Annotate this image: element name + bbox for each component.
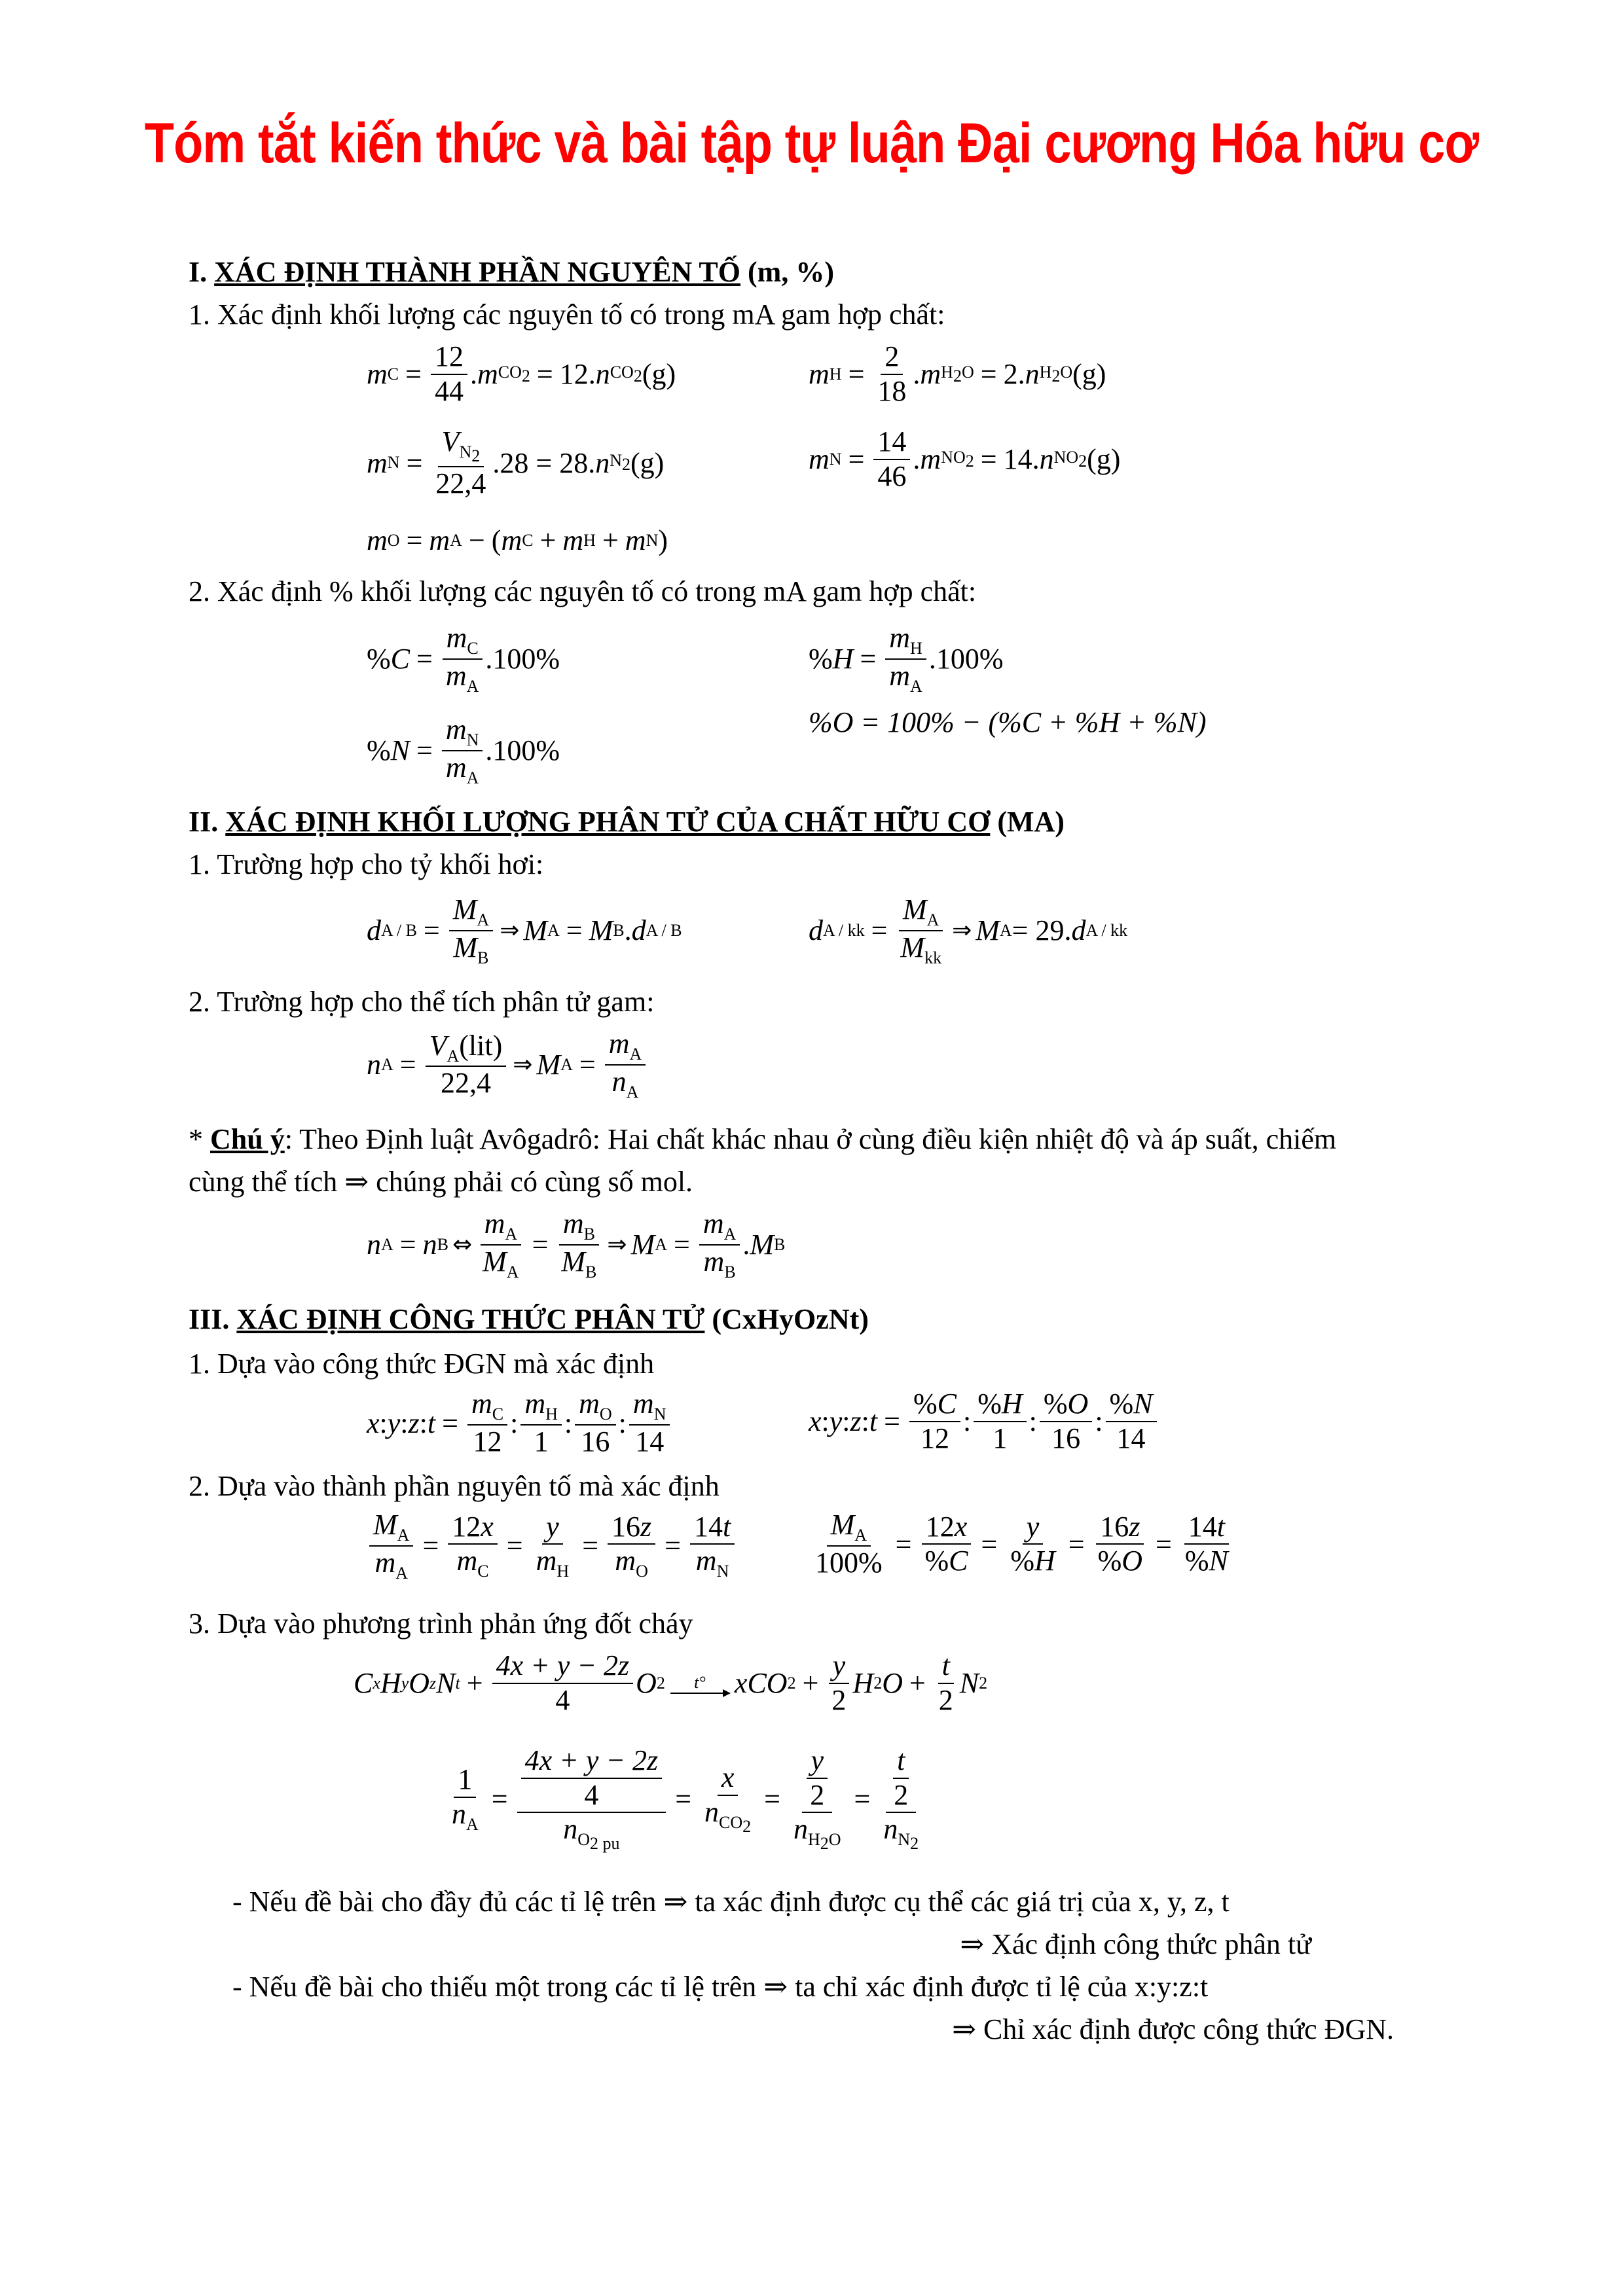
note-label: Chú ý xyxy=(210,1123,285,1155)
section-2-title: XÁC ĐỊNH KHỐI LƯỢNG PHÂN TỬ CỦA CHẤT HỮU CƠ xyxy=(225,806,991,838)
pct-factor: .100% xyxy=(485,643,560,675)
frac-den: 100% xyxy=(815,1546,883,1579)
coef: 14. xyxy=(1003,443,1040,476)
frac-den: 18 xyxy=(877,374,907,407)
page-title: Tóm tắt kiến thức và bài tập tự luận Đại cương Hóa hữu cơ xyxy=(144,112,1479,175)
formula-mN-no2: m N = $\frac{14}{46}$ . m $NO_2$ = 14. n $NO_2$ (g) xyxy=(809,425,1121,492)
frac-den: 1 xyxy=(534,1425,549,1458)
frac-den: 12 xyxy=(920,1422,949,1454)
section-1-item-1: 1. Xác định khối lượng các nguyên tố có trong mA gam hợp chất: xyxy=(189,298,945,331)
formula-mN-volume: m N = $\frac{V_{N_2}}{22,4}$ .28 = 28. n $N_2$ (g) xyxy=(367,425,665,499)
coef: 2. xyxy=(1003,358,1025,391)
formula-combustion-ratio: $\frac{1}{n_A}$ = $\frac{\frac{4x + y - 2z}{4}}{n_{O_{2 pu}}}$ = $\frac{x}{n_{CO_2}}$ = $\frac{\frac{y}{2}}{n_{H_2O}}$ = $\frac{\frac{t}{2}}{n_{N_2}}$ xyxy=(452,1744,919,1854)
formula-combustion-equation: C x H y O z N t + $\frac{4x + y - 2z}{4}$ O 2 t° xCO 2 + $\frac{y}{2}$ H 2 O + $\frac{t}{2}$ N 2 xyxy=(354,1649,988,1716)
combust-num: 4x + y − 2z xyxy=(524,1744,659,1776)
section-1-tail: (m, %) xyxy=(748,256,834,288)
pct-factor: .100% xyxy=(485,734,560,767)
formula-molar-volume: n A = $\frac{V_A(lit)}{22,4}$ ⇒ M A = $\frac{m_A}{n_A}$ xyxy=(367,1028,648,1102)
section-1-title: XÁC ĐỊNH THÀNH PHẦN NGUYÊN TỐ xyxy=(214,256,741,288)
formula-mC: m C = $\frac{12}{44}$ . m $CO_2$ = 12. n $CO_2$ (g) xyxy=(367,340,676,407)
frac-den: 22,4 xyxy=(435,467,486,499)
pct-factor: .100% xyxy=(928,643,1004,675)
frac-den: 4 xyxy=(584,1778,599,1811)
section-3-bullet-1-result: ⇒ Xác định công thức phân tử xyxy=(960,1928,1311,1960)
formula-composition-mass: $\frac{M_A}{m_A}$ = $\frac{12x}{m_C}$ = $\frac{y}{m_H}$ = $\frac{16z}{m_O}$ = $\frac{14t}{m_N}$ xyxy=(367,1509,737,1583)
implies-arrow-icon: ⇒ xyxy=(500,917,520,944)
section-3-title: XÁC ĐỊNH CÔNG THỨC PHÂN TỬ xyxy=(236,1303,705,1335)
section-2-note-line-2: cùng thể tích ⇒ chúng phải có cùng số mol. xyxy=(189,1166,693,1198)
unit: (g) xyxy=(630,446,665,479)
formula-mO: m O = m A − ( m C + m H + m N ) xyxy=(367,524,668,556)
formula-avogadro: n A = n B ⇔ $\frac{m_A}{M_A}$ = $\frac{m_B}{M_B}$ ⇒ M A = $\frac{m_A}{m_B}$ . M B xyxy=(367,1208,786,1282)
frac-den: 16 xyxy=(581,1425,610,1458)
frac-den: 2 xyxy=(831,1683,847,1716)
iff-arrow-icon: ⇔ xyxy=(452,1231,473,1259)
section-2-item-2: 2. Trường hợp cho thể tích phân tử gam: xyxy=(189,986,655,1018)
section-2-heading xyxy=(189,805,1065,838)
frac-den: 2 xyxy=(810,1778,825,1811)
section-3-bullet-2: - Nếu đề bài cho thiếu một trong các tỉ lệ trên ⇒ ta chỉ xác định được tỉ lệ của x:y:z:t xyxy=(232,1971,1209,2003)
frac-den: 2 xyxy=(938,1683,953,1716)
frac-num: 1 xyxy=(454,1763,476,1798)
frac-den: 44 xyxy=(434,374,464,407)
section-2-number: II. xyxy=(189,806,219,838)
section-3-item-2: 2. Dựa vào thành phần nguyên tố mà xác định xyxy=(189,1470,720,1502)
section-2-item-1: 1. Trường hợp cho tỷ khối hơi: xyxy=(189,848,544,880)
formula-mH: m H = $\frac{2}{18}$ . m $H_2O$ = 2. n $H_2O$ (g) xyxy=(809,340,1106,407)
section-3-number: III. xyxy=(189,1303,230,1335)
implies-arrow-icon: ⇒ xyxy=(952,917,972,944)
coef: .28 = 28. xyxy=(492,446,596,479)
section-2-tail: (MA) xyxy=(997,806,1065,838)
section-3-bullet-1: - Nếu đề bài cho đầy đủ các tỉ lệ trên ⇒ ta xác định được cụ thể các giá trị của x, y, z, t xyxy=(232,1886,1230,1918)
frac-den: 1 xyxy=(993,1422,1008,1454)
reaction-arrow-icon xyxy=(670,1673,729,1694)
section-2-note-line-1 xyxy=(189,1122,1336,1156)
unit: (lit) xyxy=(459,1029,503,1062)
coef: 12. xyxy=(559,358,596,391)
section-3-item-3: 3. Dựa vào phương trình phản ứng đốt cháy xyxy=(189,1607,693,1640)
unit: (g) xyxy=(642,358,676,391)
frac-den: 16 xyxy=(1051,1422,1081,1454)
temp-label: t° xyxy=(694,1672,706,1692)
formula-pctC: % C = $\frac{m_C}{m_A}$ .100% xyxy=(367,622,560,696)
frac-den: 4 xyxy=(555,1683,570,1716)
frac-den: 14 xyxy=(1116,1422,1146,1454)
formula-ratio-mass: x : y : z : t = $\frac{m_C}{12}$ : $\frac{m_H}{1}$ : $\frac{m_O}{16}$ : $\frac{m_N}{14}$ xyxy=(367,1388,672,1458)
implies-arrow-icon: ⇒ xyxy=(607,1231,627,1259)
unit: (g) xyxy=(1072,358,1106,391)
formula-pctH: % H = $\frac{m_H}{m_A}$ .100% xyxy=(809,622,1004,696)
frac-num: 2 xyxy=(881,340,903,375)
section-3-item-1: 1. Dựa vào công thức ĐGN mà xác định xyxy=(189,1348,655,1380)
section-3-tail: (CxHyOzNt) xyxy=(712,1303,869,1335)
formula-density-AB: d A / B = $\frac{M_A}{M_B}$ ⇒ M A = M B . d A / B xyxy=(367,893,682,967)
section-1-number: I. xyxy=(189,256,208,288)
formula-ratio-percent: x : y : z : t = $\frac{\%C}{12}$ : $\frac{\%H}{1}$ : $\frac{\%O}{16}$ : $\frac{\%N}{14}$ xyxy=(809,1388,1159,1455)
frac-den: 14 xyxy=(635,1425,665,1458)
note-text: : Theo Định luật Avôgadrô: Hai chất khác nhau ở cùng điều kiện nhiệt độ và áp suất, chiếm xyxy=(284,1123,1337,1155)
frac-den: 2 xyxy=(894,1778,909,1811)
frac-den: 22,4 xyxy=(440,1067,491,1100)
formula-density-air: d A / kk = $\frac{M_A}{M_{kk}}$ ⇒ M A = 29. d A / kk xyxy=(809,893,1128,967)
section-1-heading xyxy=(189,255,834,289)
formula-composition-percent: $\frac{M_A}{100\%}$ = $\frac{12x}{\%C}$ = $\frac{y}{\%H}$ = $\frac{16z}{\%O}$ = $\frac{14t}{\%N}$ xyxy=(809,1509,1235,1579)
section-1-item-2: 2. Xác định % khối lượng các nguyên tố có trong mA gam hợp chất: xyxy=(189,575,977,607)
frac-den: 12 xyxy=(473,1425,502,1458)
frac-num: 12 xyxy=(431,340,467,375)
implies-arrow-icon: ⇒ xyxy=(513,1051,533,1079)
formula-pctN: % N = $\frac{m_N}{m_A}$ .100% xyxy=(367,713,560,787)
frac-den: 46 xyxy=(877,459,907,492)
combust-num: 4x + y − 2z xyxy=(496,1649,630,1681)
section-3-bullet-2-result: ⇒ Chỉ xác định được công thức ĐGN. xyxy=(952,2013,1394,2045)
frac-num: 14 xyxy=(873,425,910,460)
coef: = 29. xyxy=(1012,914,1072,947)
note-star: * xyxy=(189,1123,210,1155)
unit: (g) xyxy=(1087,443,1121,476)
section-3-heading xyxy=(189,1302,869,1336)
formula-pctO: %O = 100% − (%C + %H + %N) xyxy=(809,706,1207,738)
